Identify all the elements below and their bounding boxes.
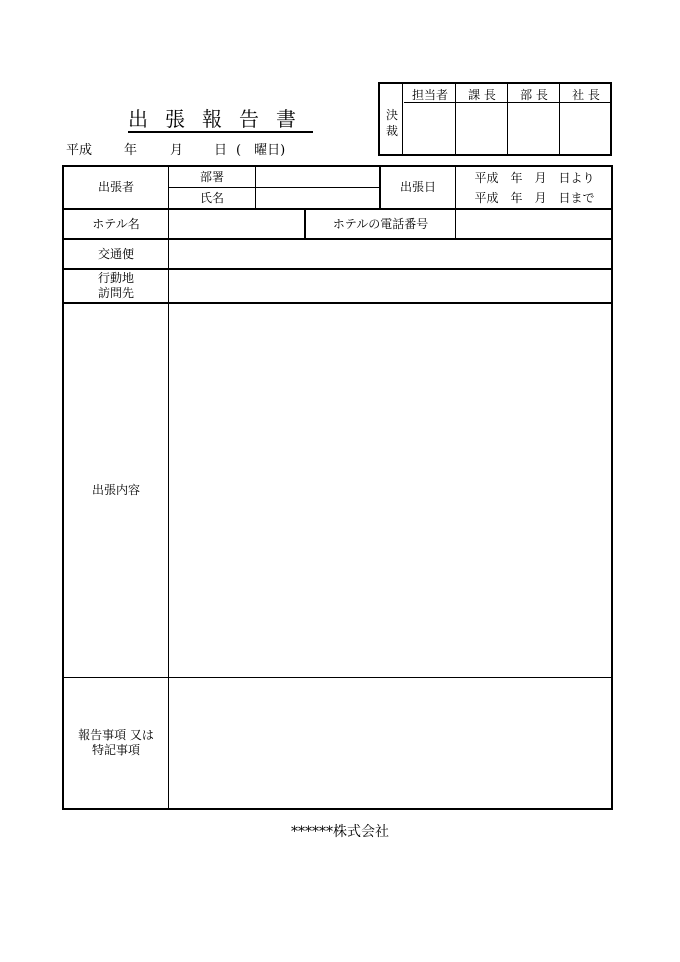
report-form bbox=[62, 165, 613, 810]
hotel-name-label: ホテル名 bbox=[92, 216, 140, 231]
transport-label: 交通便 bbox=[97, 246, 134, 261]
hotel-phone-field[interactable] bbox=[456, 210, 613, 238]
trip-details-label: 出張内容 bbox=[91, 483, 140, 497]
trip-date-from[interactable]: 平成 年 月 日より bbox=[474, 170, 595, 185]
notes-field[interactable] bbox=[169, 678, 613, 808]
hotel-phone-label: ホテルの電話番号 bbox=[332, 216, 429, 231]
approval-col-dept-manager: 部 長 bbox=[520, 88, 548, 102]
date-day-label: 日 bbox=[214, 143, 228, 158]
approval-side-label-bottom: 裁 bbox=[385, 124, 398, 138]
name-field[interactable] bbox=[256, 188, 379, 208]
approval-box bbox=[378, 82, 612, 156]
approval-col-president: 社 長 bbox=[572, 88, 600, 102]
name-label: 氏名 bbox=[199, 190, 224, 205]
notes-label-line1: 報告事項 又は bbox=[78, 728, 154, 742]
trip-date-label: 出張日 bbox=[399, 180, 436, 194]
approval-side-label-top: 決 bbox=[385, 108, 398, 122]
notes-label bbox=[64, 678, 168, 808]
approval-col-section-chief: 課 長 bbox=[468, 88, 496, 102]
date-era: 平成 bbox=[66, 143, 93, 158]
company-name: ******株式会社 bbox=[291, 824, 389, 840]
department-label: 部署 bbox=[199, 169, 224, 184]
date-weekday-label: ( 曜日) bbox=[236, 143, 286, 158]
traveler-label: 出張者 bbox=[97, 180, 134, 194]
itinerary-field[interactable] bbox=[169, 270, 613, 302]
itinerary-label-line1: 行動地 bbox=[97, 271, 134, 285]
date-year-label: 年 bbox=[124, 143, 138, 158]
trip-details-field[interactable] bbox=[169, 304, 613, 677]
itinerary-label bbox=[64, 270, 168, 302]
itinerary-label-line2: 訪問先 bbox=[97, 286, 134, 300]
date-month-label: 月 bbox=[170, 143, 184, 158]
approval-col-staff: 担当者 bbox=[411, 88, 448, 102]
department-field[interactable] bbox=[256, 167, 379, 187]
transport-field[interactable] bbox=[169, 240, 613, 268]
notes-label-line2: 特記事項 bbox=[91, 743, 140, 757]
trip-date-to[interactable]: 平成 年 月 日まで bbox=[474, 190, 595, 205]
hotel-name-field[interactable] bbox=[169, 210, 304, 238]
document-title: 出張報告書 bbox=[128, 107, 313, 131]
